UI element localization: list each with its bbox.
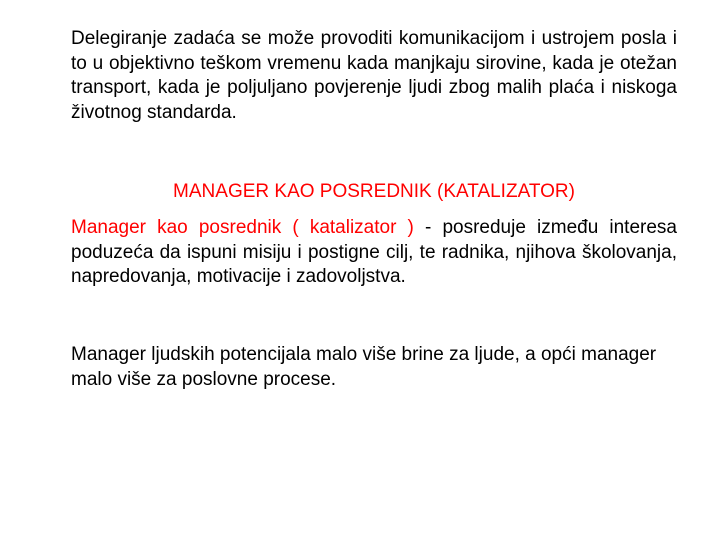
section-heading: MANAGER KAO POSREDNIK (KATALIZATOR): [173, 181, 575, 202]
paragraph-delegation: Delegiranje zadaća se može provoditi komunikacijom i ustrojem posla i to u objektivno teškom vremenu kada manjkaju sirovine, kada je otežan transport, kada je poljuljano povjerenje ljudi zbog malih plaća i niskoga životnog standarda.: [71, 28, 677, 123]
paragraph-manager-intermediary: [71, 216, 677, 290]
highlighted-term: Manager kao posrednik ( katalizator ): [71, 217, 414, 238]
paragraph-hr-manager: Manager ljudskih potencijala malo više brine za ljude, a opći manager malo više za poslovne procese.: [71, 344, 657, 390]
paragraph-text: - posreduje između interesa poduzeća da ispuni misiju i postigne cilj, te radnika, njihova školovanja, napredovanja, motivacije i zadovoljstva.: [71, 217, 677, 287]
